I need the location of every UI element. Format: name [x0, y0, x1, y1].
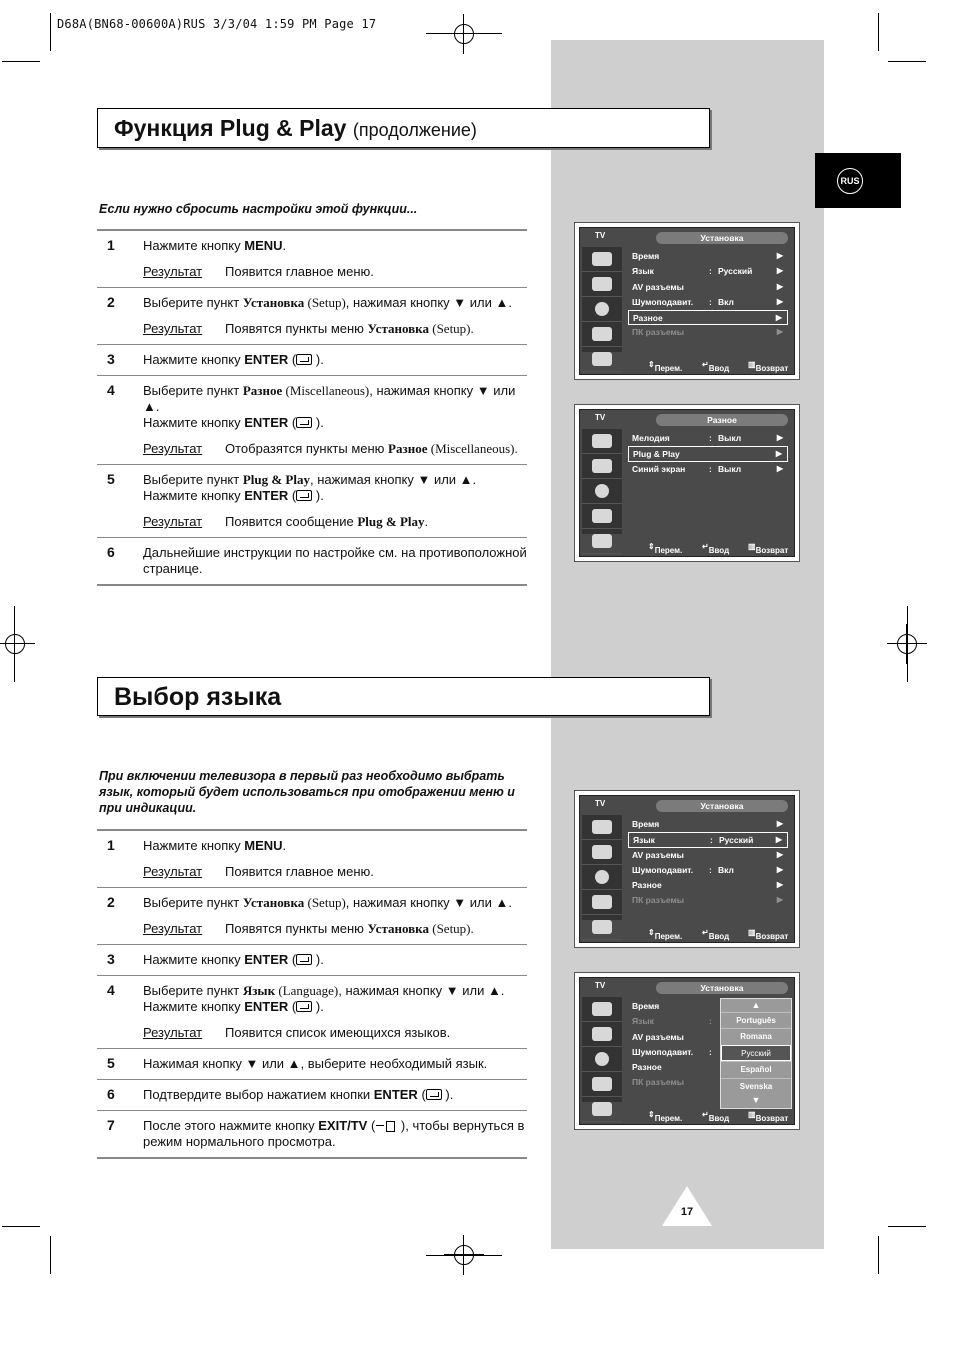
text: Plug & Play [242, 472, 310, 487]
text: Мелодия [632, 433, 670, 443]
text: 1 [107, 837, 115, 853]
screen-bottom-bar: ⇕ Перем. ↵ Ввод ▥ Возврат [648, 928, 789, 941]
text: Вкл [718, 864, 734, 875]
text: AV разъемы [632, 1031, 684, 1042]
text: Выберите пункт [143, 983, 243, 998]
text: ( [417, 1087, 426, 1102]
channel-icon [595, 1052, 609, 1066]
text: MENU [244, 838, 283, 853]
text: Подтвердите выбор нажатием кнопки [143, 1087, 374, 1102]
sound-icon [592, 277, 612, 291]
text: Разное [388, 441, 428, 456]
step-item [97, 1110, 527, 1157]
setup-icon [592, 509, 612, 523]
text: 4 [107, 982, 115, 998]
text: Результат [143, 514, 203, 529]
text: Выкл [718, 433, 742, 443]
language-option-selected: Русский [721, 1045, 791, 1061]
text: 5 [107, 471, 115, 487]
setup-icon [592, 1077, 612, 1091]
picture-icon [592, 434, 612, 448]
text: ( [288, 952, 297, 967]
text: Синий экран [632, 463, 686, 474]
sound-icon [592, 459, 612, 473]
text: Перем. [654, 546, 683, 555]
text: 1 [107, 237, 115, 253]
step-item [97, 887, 527, 944]
screen-title: Установка [656, 800, 788, 812]
text: ENTER [244, 999, 289, 1014]
text: Plug & Play [357, 514, 425, 529]
text: Перем. [654, 1114, 683, 1123]
print-header: D68A(BN68-00600A)RUS 3/3/04 1:59 PM Page 17 [57, 17, 377, 31]
menu-item [628, 295, 788, 310]
section2-intro: При включении телевизора в первый раз необходимо выбрать язык, который будет использоваться при отображении меню и при индикации. [99, 769, 515, 815]
text: Установка [242, 295, 305, 310]
text: (Setup). [428, 921, 474, 936]
text: ▶ [776, 880, 783, 890]
text: : [709, 1046, 712, 1057]
registration-mark [444, 14, 484, 54]
text: Ввод [708, 932, 730, 941]
page-number: 17 [680, 1206, 694, 1218]
text: . [282, 238, 287, 253]
text: ▶ [776, 433, 783, 442]
text: ). [312, 352, 324, 367]
text: (Language) [275, 983, 339, 998]
menu-item [628, 878, 788, 893]
step-item [97, 375, 527, 464]
text: ПК разъемы [632, 895, 685, 906]
channel-icon [595, 484, 609, 498]
text: Шумоподавит. [632, 1046, 694, 1057]
text: : [709, 463, 712, 474]
text: Шумоподавит. [632, 296, 694, 307]
language-option: Español [721, 1061, 791, 1077]
text: Разное [632, 880, 662, 891]
text: TV [595, 231, 606, 240]
text: Установка [367, 921, 429, 936]
screen-bottom-bar: ⇕ Перем. ↵ Ввод ▥ Возврат [648, 1110, 789, 1123]
screen-title: Установка [656, 982, 788, 994]
text: ▶ [776, 266, 783, 276]
text: ▶ [775, 449, 782, 459]
registration-mark [444, 1235, 484, 1275]
section-title-language [97, 677, 710, 716]
text: Возврат [755, 932, 789, 941]
step-item [97, 1048, 527, 1079]
text: 7 [107, 1117, 115, 1133]
text: TV [595, 413, 606, 422]
text: 2 [107, 894, 115, 910]
text: ENTER [244, 352, 289, 367]
tv-screen-setup [574, 222, 800, 380]
text: Нажмите кнопку [143, 952, 245, 967]
text: 5 [107, 1055, 115, 1071]
text: Нажмите кнопку [143, 838, 245, 853]
text: ( [288, 488, 297, 503]
text: Нажмите кнопку [143, 488, 245, 503]
text: 6 [107, 1086, 115, 1102]
text: ▶ [776, 327, 783, 337]
text: : [709, 1016, 712, 1027]
setup-icon [592, 327, 612, 341]
text: MENU [244, 238, 283, 253]
text: : [710, 835, 713, 846]
language-list-popup [720, 998, 792, 1109]
menu-item [628, 249, 788, 264]
text: , нажимая кнопку ▼ или ▲. [345, 895, 512, 910]
crop-mark [2, 61, 40, 62]
text: Перем. [654, 932, 683, 941]
language-tab [815, 153, 901, 208]
text: Появится список имеющихся языков. [225, 1025, 451, 1040]
text: ). [441, 1087, 454, 1102]
text: Нажмите кнопку [143, 238, 245, 253]
text: : [709, 433, 712, 443]
channel-icon [595, 870, 609, 884]
text: Нажимая кнопку ▼ или ▲, выберите необходимый язык. [143, 1056, 488, 1071]
steps-list-1 [97, 229, 527, 586]
menu-item [628, 280, 788, 295]
text: ). [312, 488, 324, 503]
text: ( [288, 415, 297, 430]
steps-list-2 [97, 829, 527, 1159]
menu-item [628, 848, 788, 863]
text: ▶ [776, 296, 783, 306]
menu-item [628, 817, 788, 832]
text: Выберите пункт [143, 295, 243, 310]
text: Выберите пункт [143, 472, 243, 487]
sound-icon [592, 1027, 612, 1041]
step-item [97, 464, 527, 537]
text: Ввод [708, 1114, 730, 1123]
text: Нажмите кнопку [143, 415, 245, 430]
title-text: Выбор языка [114, 683, 282, 711]
text: Время [632, 819, 660, 829]
rus-badge: RUS [837, 168, 863, 194]
step-item [97, 831, 527, 887]
menu-item [628, 863, 788, 878]
crop-mark [2, 1226, 40, 1227]
crop-mark [50, 1236, 51, 1274]
text: ( [367, 1118, 376, 1133]
text: ENTER [244, 415, 289, 430]
screen-bottom-bar: ⇕ Перем. ↵ Ввод ▥ Возврат [648, 542, 789, 555]
text: Вкл [718, 296, 734, 307]
text: ▶ [776, 849, 783, 859]
text: Язык [632, 266, 654, 277]
enter-icon [296, 1001, 312, 1012]
menu-item [628, 431, 788, 446]
text: Установка [367, 321, 429, 336]
text: (Setup) [304, 895, 346, 910]
text: ▶ [776, 281, 783, 291]
text: Шумоподавит. [632, 864, 694, 875]
text: Нажмите кнопку [143, 999, 245, 1014]
text: Перем. [654, 364, 683, 373]
text: ENTER [373, 1087, 418, 1102]
enter-icon [426, 1089, 442, 1100]
text: : [709, 296, 712, 307]
text: . [282, 838, 287, 853]
text: Возврат [755, 364, 789, 373]
text: (Miscellaneous) [282, 383, 370, 398]
text: Установка [242, 895, 305, 910]
text: Возврат [755, 546, 789, 555]
text: Дальнейшие инструкции по настройке см. на противоположной странице. [143, 545, 527, 576]
tv-screen-language-list [574, 972, 800, 1130]
text: : [709, 266, 712, 277]
text: Появится сообщение [225, 514, 358, 529]
text: EXIT/TV [318, 1118, 368, 1133]
text: Язык [242, 983, 276, 998]
text: Язык [632, 1016, 654, 1027]
language-option: Svenska [721, 1078, 791, 1094]
text: (Setup) [304, 295, 346, 310]
enter-icon [296, 354, 312, 365]
text: 6 [107, 544, 115, 560]
language-option: Romana [721, 1028, 791, 1044]
text: 4 [107, 382, 115, 398]
step-item [97, 344, 527, 375]
step-item [97, 1079, 527, 1110]
text: AV разъемы [632, 281, 684, 292]
text: ▶ [776, 895, 783, 905]
text: Результат [143, 264, 203, 279]
enter-icon [296, 490, 312, 501]
menu-item-selected [628, 310, 788, 325]
text: Нажмите кнопку [143, 352, 245, 367]
text: . [424, 514, 429, 529]
text: Результат [143, 321, 203, 336]
text: Время [632, 1001, 660, 1011]
text: Разное [632, 1062, 662, 1073]
menu-item [628, 325, 788, 340]
text: Результат [143, 441, 203, 456]
channel-icon [595, 302, 609, 316]
text: ▶ [776, 463, 783, 473]
text: Plug & Play [633, 449, 680, 460]
crop-mark [878, 13, 879, 51]
crop-mark [888, 1226, 926, 1227]
text: Русский [719, 835, 754, 846]
text: ПК разъемы [632, 327, 685, 338]
title-suffix: (продолжение) [352, 120, 477, 140]
menu-item [628, 462, 788, 477]
text: Результат [143, 921, 203, 936]
step-item [97, 231, 527, 287]
screen-title: Разное [656, 414, 788, 426]
text: ▶ [776, 864, 783, 874]
crop-mark [878, 1236, 879, 1274]
screen-title: Установка [656, 232, 788, 244]
scroll-up-icon: ▲ [751, 1000, 761, 1010]
section-title-plug-and-play [97, 108, 710, 148]
registration-mark [887, 624, 927, 664]
text: Результат [143, 864, 203, 879]
menu-item-selected [628, 832, 788, 847]
text: Появится главное меню. [225, 864, 374, 879]
section1-intro: Если нужно сбросить настройки этой функции... [99, 202, 418, 216]
text: , нажимая кнопку ▼ или ▲. [309, 472, 477, 487]
text: Выкл [718, 463, 742, 474]
language-option: Português [721, 1012, 791, 1028]
tv-screen-misc [574, 404, 800, 562]
text: ( [288, 999, 297, 1014]
screen-bottom-bar: ⇕ Перем. ↵ Ввод ▥ Возврат [648, 360, 789, 373]
enter-icon [296, 417, 312, 428]
text: Появятся пункты меню [225, 921, 368, 936]
text: ПК разъемы [632, 1077, 685, 1088]
text: Разное [242, 383, 283, 398]
menu-icon-column [582, 815, 622, 920]
text: ). [312, 999, 324, 1014]
step-item [97, 287, 527, 344]
text: TV [595, 799, 606, 808]
text: 3 [107, 351, 115, 367]
text: ). [312, 952, 324, 967]
picture-icon [592, 252, 612, 266]
text: Отобразятся пункты меню [225, 441, 389, 456]
text: Выберите пункт [143, 383, 243, 398]
tv-screen-setup-language [574, 790, 800, 948]
title-text: Функция Plug & Play [114, 115, 347, 141]
text: ( [288, 352, 297, 367]
text: Результат [143, 1025, 203, 1040]
text: Время [632, 251, 660, 261]
text: , нажимая кнопку ▼ или ▲. [143, 383, 516, 414]
menu-icon-column [582, 247, 622, 352]
text: ▶ [775, 835, 782, 845]
step-item [97, 975, 527, 1048]
step-item [97, 944, 527, 975]
menu-item [628, 893, 788, 908]
text: (Setup). [428, 321, 474, 336]
text: Возврат [755, 1114, 789, 1123]
enter-icon [296, 954, 312, 965]
text: (Miscellaneous). [427, 441, 518, 456]
picture-icon [592, 820, 612, 834]
text: : [709, 864, 712, 875]
text: 2 [107, 294, 115, 310]
menu-item [628, 264, 788, 279]
menu-icon-column [582, 997, 622, 1102]
text: Выберите пункт [143, 895, 243, 910]
picture-icon [592, 1002, 612, 1016]
text: После этого нажмите кнопку [143, 1118, 319, 1133]
text: ENTER [244, 952, 289, 967]
text: AV разъемы [632, 849, 684, 860]
exit-tv-icon [375, 1120, 397, 1131]
text: Ввод [708, 546, 730, 555]
crop-mark [50, 13, 51, 51]
step-item [97, 537, 527, 584]
menu-icon-column [582, 429, 622, 534]
text: ▶ [775, 313, 782, 323]
text: TV [595, 981, 606, 990]
menu-item-selected [628, 446, 788, 461]
text: Русский [718, 266, 753, 277]
text: Ввод [708, 364, 730, 373]
text: , нажимая кнопку ▼ или ▲. [338, 983, 505, 998]
text: Разное [633, 313, 663, 324]
text: Язык [633, 835, 655, 846]
text: , нажимая кнопку ▼ или ▲. [345, 295, 512, 310]
text: Появится главное меню. [225, 264, 374, 279]
text: ). [312, 415, 324, 430]
text: ), чтобы вернуться в режим нормального просмотра. [143, 1118, 525, 1149]
registration-mark [0, 624, 35, 664]
setup-icon [592, 895, 612, 909]
crop-mark [888, 61, 926, 62]
text: Появятся пункты меню [225, 321, 368, 336]
text: ▶ [776, 251, 783, 260]
scroll-down-icon: ▼ [751, 1094, 761, 1105]
text: ENTER [244, 488, 289, 503]
sound-icon [592, 845, 612, 859]
text: ▶ [776, 819, 783, 828]
text: 3 [107, 951, 115, 967]
